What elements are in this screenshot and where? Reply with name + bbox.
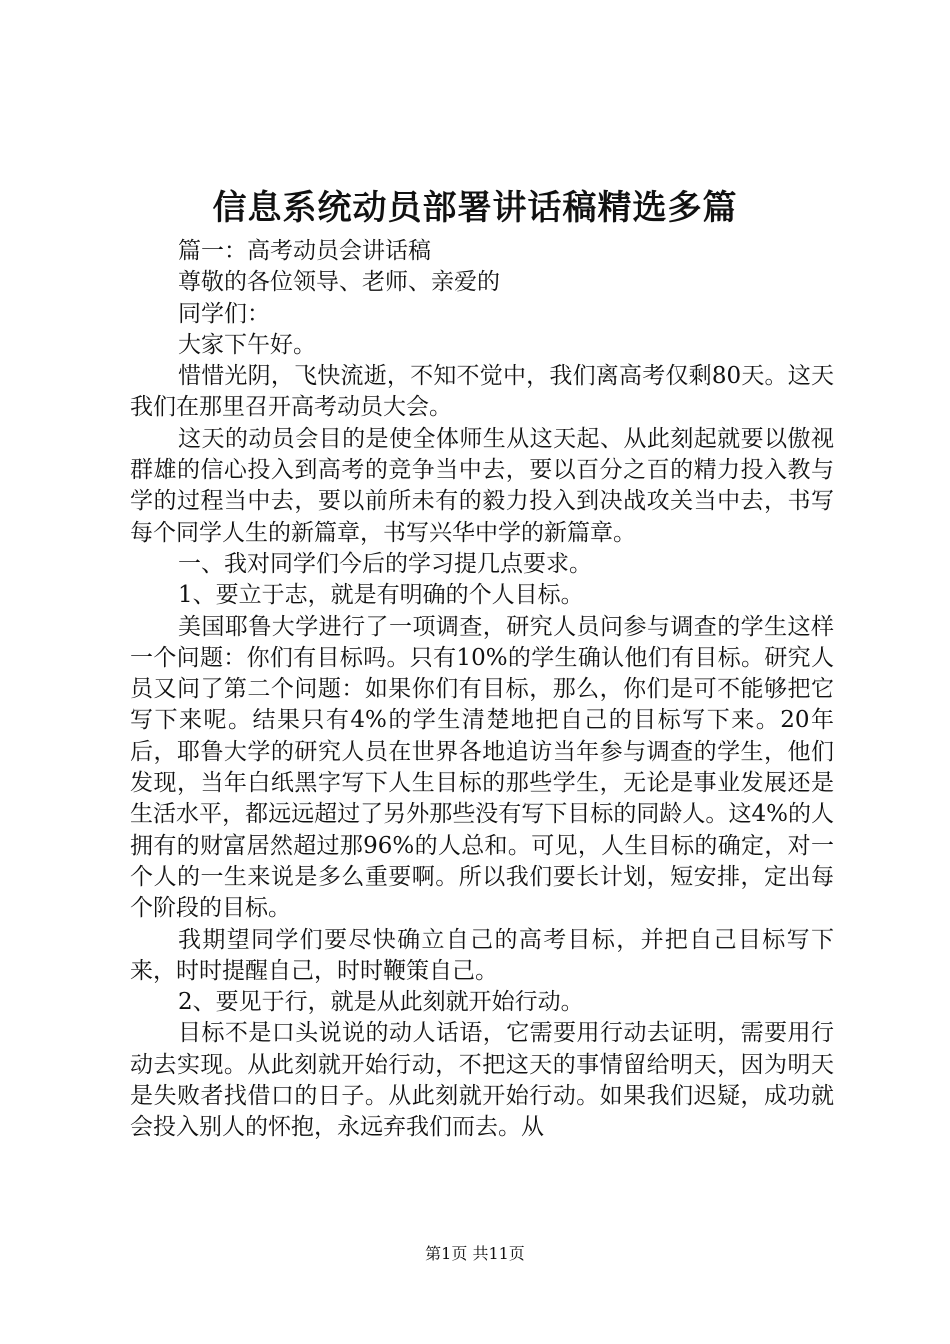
paragraph: 目标不是口头说说的动人话语，它需要用行动去证明，需要用行动去实现。从此刻就开始行动，不把这天的事情留给明天，因为明天是失败者找借口的日子。从此刻就开始行动。如果我们迟疑，成功就会投入别人的怀抱，永远弃我们而去。从: [130, 1020, 834, 1141]
page-footer: 第1页 共11页: [425, 1244, 525, 1263]
paragraph: 2、要见于行，就是从此刻就开始行动。: [178, 989, 584, 1016]
paragraph: 1、要立于志，就是有明确的个人目标。: [178, 582, 584, 609]
paragraph: 尊敬的各位领导、老师、亲爱的: [178, 269, 500, 296]
document-title: 信息系统动员部署讲话稿精选多篇: [212, 188, 738, 228]
paragraph: 同学们：: [178, 300, 270, 327]
document-body: [130, 236, 834, 1144]
paragraph: 美国耶鲁大学进行了一项调查，研究人员问参与调查的学生这样一个问题：你们有目标吗。只有10%的学生确认他们有目标。研究人员又问了第二个问题：如果你们有目标，那么，你们是可不能够把它写下来呢。结果只有4%的学生清楚地把自己的目标写下来。20年后，耶鲁大学的研究人员在世界各地追访当年参与调查的学生，他们发现，当年白纸黑字写下人生目标的那些学生，无论是事业发展还是生活水平，都远远超过了另外那些没有写下目标的同龄人。这4%的人拥有的财富居然超过那96%的人总和。可见，人生目标的确定，对一个人的一生来说是多么重要啊。所以我们要长计划，短安排，定出每个阶段的目标。: [130, 613, 834, 922]
paragraph: 篇一：高考动员会讲话稿: [178, 238, 431, 264]
paragraph: 大家下午好。: [178, 331, 316, 358]
paragraph: 我期望同学们要尽快确立自己的高考目标，并把自己目标写下来，时时提醒自己，时时鞭策自己。: [130, 926, 834, 984]
paragraph: 这天的动员会目的是使全体师生从这天起、从此刻起就要以傲视群雄的信心投入到高考的竞争当中去，要以百分之百的精力投入教与学的过程当中去，要以前所未有的毅力投入到决战攻关当中去，书写每个同学人生的新篇章，书写兴华中学的新篇章。: [130, 425, 834, 546]
paragraph: 一、我对同学们今后的学习提几点要求。: [178, 550, 592, 577]
paragraph: 惜惜光阴，飞快流逝，不知不觉中，我们离高考仅剩80天。这天我们在那里召开高考动员大会。: [130, 363, 834, 421]
